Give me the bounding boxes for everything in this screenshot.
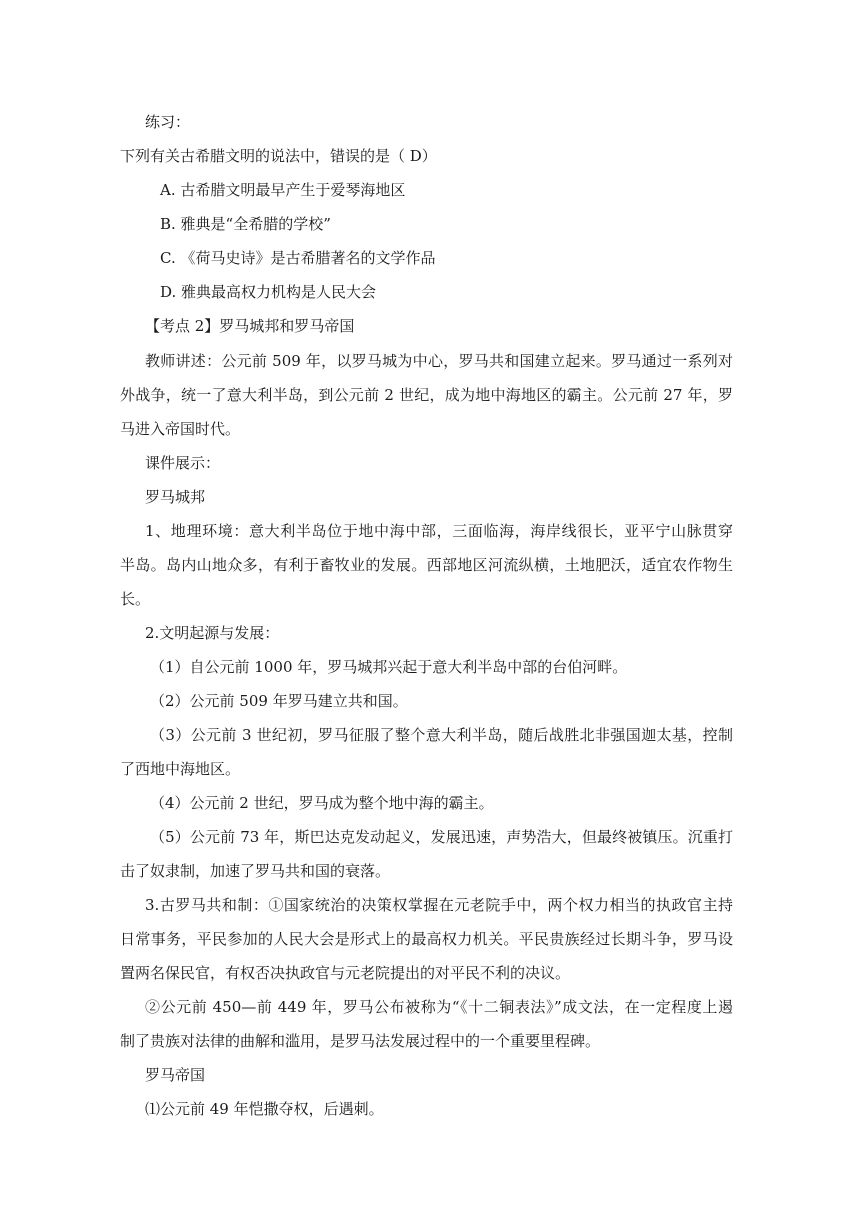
teacher-line-2: 外战争，统一了意大利半岛，到公元前 2 世纪，成为地中海地区的霸主。公元前 27 年，罗 — [120, 386, 733, 404]
section-heading: 【考点 2】罗马城邦和罗马帝国 — [145, 317, 355, 335]
option-c: C. 《荷马史诗》是古希腊著名的文学作品 — [160, 249, 436, 267]
option-b: B. 雅典是“全希腊的学校” — [160, 215, 331, 233]
republic-line-1: 3.古罗马共和制：①国家统治的决策权掌握在元老院手中，两个权力相当的执政官主持 — [145, 896, 733, 914]
courseware-label: 课件展示： — [145, 454, 221, 472]
city-state-title: 罗马城邦 — [145, 488, 206, 506]
empire-item-1: ⑴公元前 49 年恺撒夺权，后遇刺。 — [145, 1100, 384, 1118]
law-line-2: 制了贵族对法律的曲解和滥用，是罗马法发展过程中的一个重要里程碑。 — [120, 1032, 601, 1050]
origin-item-1: （1）自公元前 1000 年，罗马城邦兴起于意大利半岛中部的台伯河畔。 — [150, 658, 628, 676]
republic-line-2: 日常事务，平民参加的人民大会是形式上的最高权力机关。平民贵族经过长期斗争，罗马设 — [120, 930, 733, 948]
item3-line-2: 了西地中海地区。 — [120, 760, 241, 778]
option-d: D. 雅典最高权力机构是人民大会 — [160, 283, 377, 301]
origin-item-2: （2）公元前 509 年罗马建立共和国。 — [150, 692, 408, 710]
republic-line-3: 置两名保民官，有权否决执政官与元老院提出的对平民不利的决议。 — [120, 964, 571, 982]
item3-line-1: （3）公元前 3 世纪初，罗马征服了整个意大利半岛，随后战胜北非强国迦太基，控制 — [150, 726, 733, 744]
item4: （4）公元前 2 世纪，罗马成为整个地中海的霸主。 — [150, 794, 494, 812]
practice-title: 练习： — [145, 113, 191, 131]
geo-line-1: 1、地理环境：意大利半岛位于地中海中部，三面临海，海岸线很长，亚平宁山脉贯穿 — [145, 522, 733, 540]
teacher-line-3: 马进入帝国时代。 — [120, 420, 241, 438]
teacher-line-1: 教师讲述：公元前 509 年，以罗马城为中心，罗马共和国建立起来。罗马通过一系列对 — [145, 352, 733, 370]
geo-line-2: 半岛。岛内山地众多，有利于畜牧业的发展。西部地区河流纵横，土地肥沃，适宜农作物生 — [120, 556, 733, 574]
origin-title: 2.文明起源与发展： — [145, 624, 280, 642]
item5-line-1: （5）公元前 73 年，斯巴达克发动起义，发展迅速，声势浩大，但最终被镇压。沉重打 — [150, 828, 733, 846]
item5-line-2: 击了奴隶制，加速了罗马共和国的衰落。 — [120, 862, 391, 880]
geo-line-3: 长。 — [120, 590, 151, 608]
law-line-1: ②公元前 450—前 449 年，罗马公布被称为“《十二铜表法》”成文法，在一定程度上遏 — [145, 998, 733, 1016]
option-a: A. 古希腊文明最早产生于爱琴海地区 — [160, 181, 406, 199]
empire-title: 罗马帝国 — [145, 1066, 206, 1084]
practice-question: 下列有关古希腊文明的说法中，错误的是（ D） — [120, 147, 437, 165]
